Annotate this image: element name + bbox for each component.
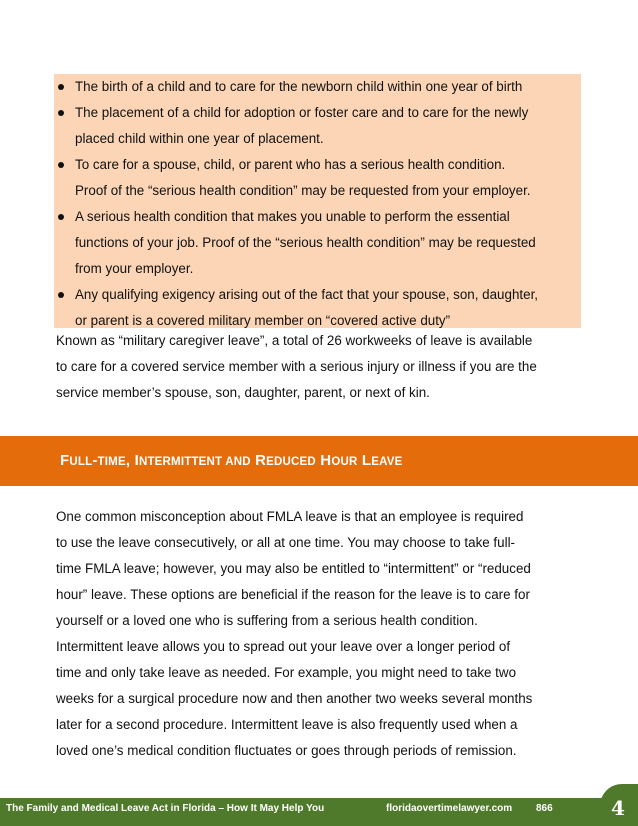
page-number: 4 [611, 796, 625, 820]
bullet-dot-icon [58, 214, 64, 220]
paragraph-line: to care for a covered service member with a serious injury or illness if you are the [56, 359, 537, 374]
paragraph-line: yourself or a loved one who is suffering from a serious health condition. [56, 613, 478, 628]
bullet-item [54, 74, 581, 100]
footer-number: 866 [536, 803, 553, 814]
eligibility-bullet-box [54, 74, 581, 328]
paragraph-line: time and only take leave as needed. For example, you might need to take two [56, 665, 517, 680]
bullet-line: To care for a spouse, child, or parent who has a serious health condition. [75, 157, 506, 172]
page-number-tab [600, 784, 638, 826]
paragraph-line: Intermittent leave allows you to spread out your leave over a longer period of [56, 639, 511, 654]
bullet-dot-icon [58, 162, 64, 168]
eligibility-bullet-list [54, 74, 581, 334]
bullet-line: The birth of a child and to care for the newborn child within one year of birth [75, 79, 523, 94]
paragraph-line: later for a second procedure. Intermittent leave is also frequently used when a [56, 717, 518, 732]
body-paragraph [56, 504, 586, 764]
section-title: FULL-TIME, INTERMITTENT AND REDUCED HOUR LEAVE [60, 452, 403, 469]
caregiver-paragraph [56, 328, 586, 406]
paragraph-line: weeks for a surgical procedure now and then another two weeks several months [56, 691, 533, 706]
paragraph-line: Known as “military caregiver leave”, a total of 26 workweeks of leave is available [56, 333, 533, 348]
bullet-item [54, 282, 581, 334]
paragraph-line: loved one’s medical condition fluctuates or goes through periods of remission. [56, 743, 517, 758]
page-footer [0, 798, 638, 826]
paragraph-line: hour” leave. These options are beneficial if the reason for the leave is to care for [56, 587, 530, 602]
bullet-line: Proof of the “serious health condition” may be requested from your employer. [75, 183, 531, 198]
section-header-band [0, 436, 638, 486]
bullet-line: placed child within one year of placement. [75, 131, 324, 146]
bullet-dot-icon [58, 110, 64, 116]
paragraph-line: time FMLA leave; however, you may also be entitled to “intermittent” or “reduced [56, 561, 531, 576]
bullet-item [54, 100, 581, 152]
bullet-line: functions of your job. Proof of the “serious health condition” may be requested [75, 235, 536, 250]
bullet-item [54, 152, 581, 204]
paragraph-line: service member’s spouse, son, daughter, parent, or next of kin. [56, 385, 430, 400]
bullet-item [54, 204, 581, 282]
paragraph-line: to use the leave consecutively, or all at one time. You may choose to take full- [56, 535, 516, 550]
bullet-dot-icon [58, 84, 64, 90]
footer-website: floridaovertimelawyer.com [386, 803, 513, 814]
bullet-dot-icon [58, 292, 64, 298]
bullet-line: The placement of a child for adoption or foster care and to care for the newly [75, 105, 529, 120]
footer-document-title: The Family and Medical Leave Act in Florida – How It May Help You [6, 803, 325, 814]
paragraph-line: One common misconception about FMLA leave is that an employee is required [56, 509, 524, 524]
bullet-line: from your employer. [75, 261, 194, 276]
bullet-line: A serious health condition that makes you unable to perform the essential [75, 209, 510, 224]
bullet-line: or parent is a covered military member on “covered active duty” [75, 313, 451, 328]
bullet-line: Any qualifying exigency arising out of the fact that your spouse, son, daughter, [75, 287, 539, 302]
